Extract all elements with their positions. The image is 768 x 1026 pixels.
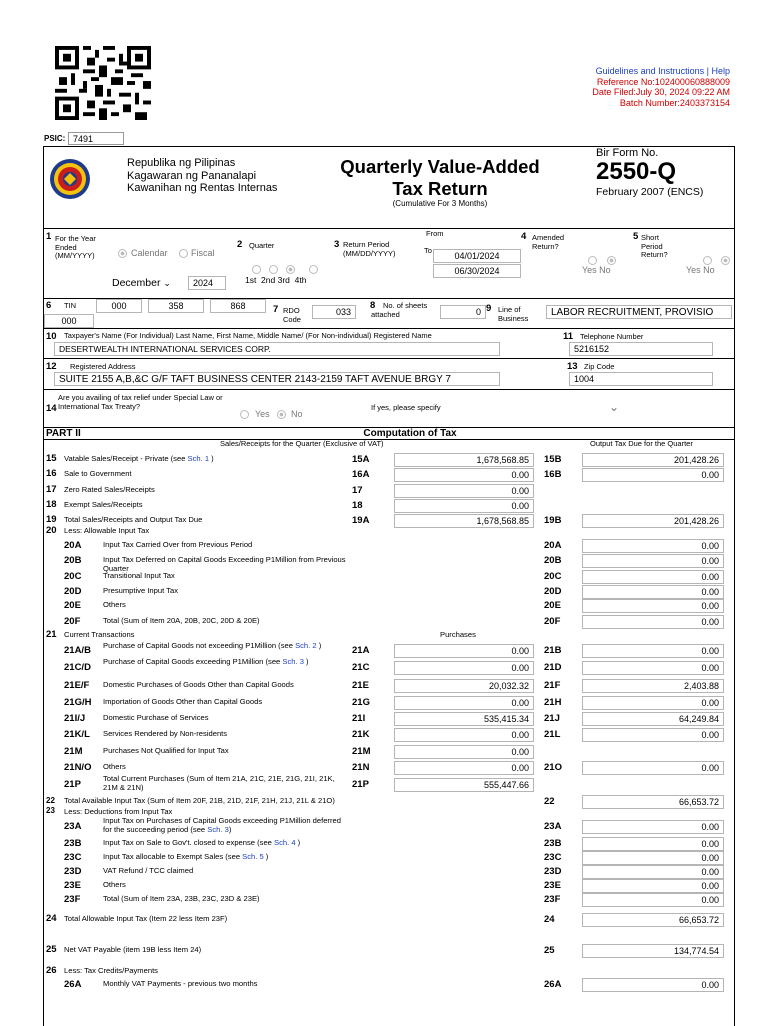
row-label-tail: ) (316, 641, 322, 650)
amount-right[interactable]: 0.00 (582, 644, 724, 658)
quarter-3-radio[interactable] (286, 265, 295, 274)
lob-label: Line of Business (498, 305, 529, 323)
row-label-tail: ) (295, 838, 301, 847)
row-label-text: Others (103, 762, 126, 771)
row-number: 20 (46, 525, 57, 536)
name-label: Taxpayer's Name (For Individual) Last Name, First Name, Middle Name/ (For Non-individual) Registered Name (64, 331, 432, 340)
item-code-left: 18 (352, 500, 363, 511)
row-number: 23 (46, 806, 55, 815)
row-label (64, 501, 344, 510)
row-sub-number: 21M (64, 746, 83, 757)
item-code-left: 21N (352, 762, 370, 773)
tin-label: TIN (64, 301, 77, 310)
item-6-number: 6 (46, 300, 52, 311)
row-number: 16 (46, 468, 57, 479)
row-label-text: Purchase of Capital Goods not exceeding P1Million (see (103, 641, 296, 650)
agency-line-2: Kagawaran ng Pananalapi (127, 169, 257, 182)
row-label-text: Monthly VAT Payments - previous two months (103, 979, 258, 988)
calendar-label: Calendar (131, 248, 168, 258)
item-code-right: 23A (544, 821, 562, 832)
row-label-text: Input Tax allocable to Exempt Sales (see (103, 852, 243, 861)
from-date-input[interactable]: 04/01/2024 (433, 249, 521, 263)
quarter-1-radio[interactable] (252, 265, 261, 274)
schedule-link[interactable]: Sch. 2 (295, 641, 317, 650)
psic-input[interactable]: 7491 (68, 132, 124, 145)
row-label (103, 775, 347, 792)
address-input[interactable]: SUITE 2155 A,B,&C G/F TAFT BUSINESS CENTER 2143-2159 TAFT AVENUE BRGY 7 (54, 372, 500, 386)
divider (43, 328, 735, 329)
amount-right[interactable]: 134,774.54 (582, 944, 724, 958)
to-date-input[interactable]: 06/30/2024 (433, 264, 521, 278)
form-subtitle: (Cumulative For 3 Months) (392, 199, 488, 208)
form-number-label: Bir Form No. (596, 147, 659, 159)
guidelines-help-link[interactable]: Guidelines and Instructions | Help (595, 66, 730, 76)
item-code-left: 21K (352, 729, 370, 740)
quarter-4-radio[interactable] (309, 265, 318, 274)
row-label (103, 642, 347, 651)
item-10-number: 10 (46, 331, 57, 342)
row-label (103, 867, 347, 876)
relief-yes-radio[interactable] (240, 410, 249, 419)
amount-right[interactable]: 0.00 (582, 728, 724, 742)
row-label (103, 572, 347, 581)
row-label-text: Total (Sum of Item 20A, 20B, 20C, 20D & 20E) (103, 616, 260, 625)
zip-label: Zip Code (584, 362, 615, 371)
amount-right[interactable]: 0.00 (582, 585, 724, 599)
row-label-text: Input Tax Carried Over from Previous Period (103, 540, 253, 549)
item-7-number: 7 (273, 304, 279, 315)
tin-part-2[interactable]: 358 (148, 299, 204, 313)
row-label-text: Total Sales/Receipts and Output Tax Due (64, 515, 203, 524)
relief-yes-label: Yes (255, 409, 270, 419)
row-sub-number: 21K/L (64, 729, 90, 740)
calendar-radio[interactable] (118, 249, 127, 258)
row-label: Current Transactions (64, 630, 135, 639)
item-4-label: Amended Return? (532, 233, 565, 251)
row-label-text: Services Rendered by Non-residents (103, 729, 228, 738)
relief-label: Are you availing of tax relief under Special Law or International Tax Treaty? (58, 393, 223, 411)
amount-right[interactable]: 0.00 (582, 696, 724, 710)
item-code-left: 21G (352, 697, 370, 708)
row-label (103, 587, 347, 596)
amount-right[interactable]: 0.00 (582, 865, 724, 879)
item-5-label: Short Period Return? (641, 233, 668, 259)
amount-left[interactable]: 0.00 (394, 761, 534, 775)
item-code-right: 23D (544, 866, 562, 877)
quarter-2-radio[interactable] (269, 265, 278, 274)
row-label-text: Total Current Purchases (Sum of Item 21A, 21C, 21E, 21G, 21I, 21K, 21M & 21N) (103, 774, 335, 792)
item-code-right: 21F (544, 680, 561, 691)
row-label-text: Vatable Sales/Receipt - Private (see (64, 454, 188, 463)
amount-right[interactable]: 0.00 (582, 851, 724, 865)
sheets-label: No. of sheets attached (371, 301, 428, 319)
item-code-right: 20B (544, 555, 562, 566)
divider (43, 358, 735, 359)
row-label-text: Presumptive Input Tax (103, 586, 178, 595)
item-code-right: 15B (544, 454, 562, 465)
item-code-right: 16B (544, 469, 562, 480)
row-label-text: Sale to Government (64, 469, 132, 478)
amount-right[interactable]: 0.00 (582, 761, 724, 775)
item-code-right: 23B (544, 838, 562, 849)
item-code-left: 21C (352, 662, 370, 673)
item-code-left: 21M (352, 746, 371, 757)
row-label-text: Input Tax on Sale to Gov't. closed to expense (see (103, 838, 275, 847)
output-header: Output Tax Due for the Quarter (590, 439, 693, 448)
row-sub-number: 21C/D (64, 662, 91, 673)
rdo-label: RDO Code (283, 306, 301, 324)
item-5-number: 5 (633, 231, 639, 242)
reference-number: Reference No:102400060888009 (596, 76, 730, 87)
relief-no-radio[interactable] (277, 410, 286, 419)
row-label-tail: ) (303, 657, 309, 666)
row-number: 21 (46, 629, 57, 640)
item-2-label: Quarter (249, 241, 275, 250)
row-label-text: Importation of Goods Other than Capital Goods (103, 697, 263, 706)
agency-line-3: Kawanihan ng Rentas Internas (127, 182, 278, 194)
agency-line-1: Republika ng Pilipinas (127, 157, 236, 169)
row-label-text: Domestic Purchase of Services (103, 713, 209, 722)
month-select[interactable] (112, 277, 171, 289)
row-sub-number: 21I/J (64, 713, 86, 724)
row-label-text: Exempt Sales/Receipts (64, 500, 143, 509)
row-label-text: Domestic Purchases of Goods Other than Capital Goods (103, 680, 294, 689)
row-sub-number: 21A/B (64, 645, 91, 656)
item-code-right: 24 (544, 914, 555, 925)
item-code-right: 21J (544, 713, 560, 724)
rdo-input[interactable]: 033 (312, 305, 356, 319)
row-number: 22 (46, 796, 55, 805)
row-label (103, 601, 347, 610)
amount-right[interactable]: 0.00 (582, 570, 724, 584)
item-code-right: 21D (544, 662, 562, 673)
row-label (64, 516, 344, 525)
part-2-title: Computation of Tax (363, 428, 457, 439)
amount-right[interactable]: 0.00 (582, 468, 724, 482)
row-sub-number: 23A (64, 821, 82, 832)
row-label-text: Total Allowable Input Tax (Item 22 less Item 23F) (64, 914, 228, 923)
short-yesno-labels: Yes No (686, 265, 715, 275)
date-filed: Date Filed:July 30, 2024 09:22 AM (592, 87, 730, 97)
row-number: 24 (46, 913, 57, 924)
item-1-label: For the Year Ended (MM/YYYY) (55, 234, 96, 260)
quarter-labels: 1st 2nd 3rd 4th (245, 275, 307, 285)
row-sub-number: 21E/F (64, 680, 90, 691)
fiscal-radio[interactable] (179, 249, 188, 258)
amount-right[interactable]: 0.00 (582, 837, 724, 851)
tin-part-4[interactable]: 000 (44, 314, 94, 328)
row-label (103, 839, 347, 848)
item-4-number: 4 (521, 231, 527, 242)
row-label (103, 980, 347, 989)
item-14-number: 14 (46, 403, 57, 414)
tin-part-3[interactable]: 868 (210, 299, 266, 313)
item-code-left: 21I (352, 713, 366, 724)
row-label-text: VAT Refund / TCC claimed (103, 866, 194, 875)
row-label (64, 946, 344, 955)
schedule-link[interactable]: Sch. 3 (282, 657, 304, 666)
chevron-down-icon: ⌄ (163, 278, 171, 288)
item-13-number: 13 (567, 361, 578, 372)
month-value: December (112, 277, 161, 289)
row-sub-number: 23F (64, 894, 81, 905)
item-code-left: 21E (352, 680, 369, 691)
row-label-text: Input Tax Deferred on Capital Goods Exceeding P1Million from Previous Quarter (103, 555, 346, 573)
row-label-text: Others (103, 600, 126, 609)
item-2-number: 2 (237, 239, 243, 250)
row-sub-number: 21G/H (64, 697, 92, 708)
amount-right[interactable]: 66,653.72 (582, 913, 724, 927)
psic-label: PSIC: (44, 134, 66, 143)
amount-right[interactable]: 0.00 (582, 539, 724, 553)
amount-right[interactable]: 0.00 (582, 615, 724, 629)
item-code-left: 21A (352, 645, 370, 656)
item-3-label: Return Period (MM/DD/YYYY) (343, 240, 396, 258)
row-sub-number: 21P (64, 779, 81, 790)
row-number: 25 (46, 944, 57, 955)
row-sub-number: 20E (64, 600, 81, 611)
zip-input[interactable]: 1004 (569, 372, 713, 386)
item-code-left: 17 (352, 485, 363, 496)
fiscal-label: Fiscal (191, 248, 215, 258)
amount-left[interactable]: 0.00 (394, 499, 534, 513)
item-code-right: 20C (544, 571, 562, 582)
amount-right[interactable]: 0.00 (582, 978, 724, 992)
item-code-right: 26A (544, 979, 562, 990)
row-label: Less: Deductions from Input Tax (64, 807, 173, 816)
amount-right[interactable]: 64,249.84 (582, 712, 724, 726)
row-label-text: Net VAT Payable (item 19B less Item 24) (64, 945, 202, 954)
item-code-right: 25 (544, 945, 555, 956)
address-label: Registered Address (70, 362, 136, 371)
item-8-number: 8 (370, 300, 376, 311)
item-code-right: 20E (544, 600, 561, 611)
row-label-tail: ) (263, 852, 269, 861)
item-code-right: 23E (544, 880, 561, 891)
item-code-left: 21P (352, 779, 369, 790)
row-label (103, 658, 347, 667)
row-number: 15 (46, 453, 57, 464)
phone-label: Telephone Number (580, 332, 644, 341)
row-label (103, 698, 347, 707)
row-label (103, 617, 347, 626)
amount-left[interactable]: 0.00 (394, 696, 534, 710)
row-label (103, 895, 347, 904)
item-code-right: 21H (544, 697, 562, 708)
name-input[interactable]: DESERTWEALTH INTERNATIONAL SERVICES CORP. (54, 342, 500, 356)
row-label (64, 486, 344, 495)
amount-right[interactable]: 66,653.72 (582, 795, 724, 809)
row-label-tail: ) (228, 824, 232, 834)
row-label (103, 747, 347, 756)
row-sub-number: 20A (64, 540, 82, 551)
year-input[interactable]: 2024 (188, 276, 226, 290)
item-1-number: 1 (46, 231, 52, 242)
amount-left[interactable]: 555,447.66 (394, 778, 534, 792)
row-label-text: Zero Rated Sales/Receipts (64, 485, 155, 494)
item-11-number: 11 (563, 331, 574, 342)
phone-input[interactable]: 5216152 (569, 342, 713, 356)
row-label-text: Purchases Not Qualified for Input Tax (103, 746, 229, 755)
purchases-header: Purchases (440, 630, 476, 639)
row-label-text: Transitional Input Tax (103, 571, 175, 580)
item-code-right: 23F (544, 894, 561, 905)
amount-left[interactable]: 20,032.32 (394, 679, 534, 693)
item-code-left: 19A (352, 515, 370, 526)
part-2-label: PART II (46, 428, 81, 439)
item-code-right: 21B (544, 645, 562, 656)
agency-name (127, 157, 277, 195)
row-label-text: Input Tax on Purchases of Capital Goods exceeding P1Million deferred for the succeeding period (see (103, 816, 341, 834)
item-code-right: 19B (544, 515, 562, 526)
form-title-line-1: Quarterly Value-Added (340, 156, 540, 177)
amount-left[interactable]: 1,678,568.85 (394, 453, 534, 467)
schedule-link[interactable]: Sch. 4 (274, 838, 296, 847)
amount-left[interactable]: 0.00 (394, 644, 534, 658)
item-code-left: 15A (352, 454, 370, 465)
amount-left[interactable]: 0.00 (394, 484, 534, 498)
row-sub-number: 21N/O (64, 762, 92, 773)
row-label: Less: Tax Credits/Payments (64, 966, 158, 975)
item-code-right: 20A (544, 540, 562, 551)
row-sub-number: 20F (64, 616, 81, 627)
row-number: 17 (46, 484, 57, 495)
item-3-number: 3 (334, 239, 340, 250)
row-label-text: Total (Sum of Item 23A, 23B, 23C, 23D & 23E) (103, 894, 260, 903)
bir-seal-icon (48, 152, 116, 206)
row-label (64, 470, 344, 479)
divider (43, 389, 735, 390)
item-code-left: 16A (352, 469, 370, 480)
divider (43, 298, 735, 299)
amended-yes-radio[interactable] (588, 256, 597, 265)
short-no-radio[interactable] (721, 256, 730, 265)
row-label (64, 915, 344, 924)
amount-right[interactable]: 0.00 (582, 893, 724, 907)
row-label-text: Others (103, 880, 126, 889)
row-sub-number: 23D (64, 866, 82, 877)
item-code-right: 23C (544, 852, 562, 863)
form-title (312, 156, 568, 200)
row-label (103, 853, 347, 862)
row-sub-number: 20B (64, 555, 82, 566)
row-label (103, 541, 347, 550)
row-sub-number: 23B (64, 838, 82, 849)
item-9-number: 9 (486, 303, 492, 314)
row-label (103, 881, 347, 890)
amount-right[interactable]: 0.00 (582, 879, 724, 893)
item-code-right: 20D (544, 586, 562, 597)
row-label (103, 730, 347, 739)
to-label: To (424, 246, 432, 255)
row-number: 26 (46, 965, 57, 976)
item-code-right: 21L (544, 729, 561, 740)
amount-right[interactable]: 0.00 (582, 820, 724, 834)
chevron-down-icon[interactable]: ⌄ (609, 400, 620, 414)
amended-yesno-labels: Yes No (582, 265, 611, 275)
row-sub-number: 26A (64, 979, 82, 990)
amount-right[interactable]: 201,428.26 (582, 453, 724, 467)
item-code-right: 20F (544, 616, 561, 627)
item-12-number: 12 (46, 361, 57, 372)
amount-left[interactable]: 1,678,568.85 (394, 514, 534, 528)
row-label (103, 763, 347, 772)
row-number: 18 (46, 499, 57, 510)
specify-label: If yes, please specify (371, 403, 441, 412)
qr-code-icon (55, 46, 151, 120)
row-label (64, 455, 344, 464)
row-label-text: Purchase of Capital Goods exceeding P1Million (see (103, 657, 283, 666)
amount-right[interactable]: 2,403.88 (582, 679, 724, 693)
row-label: Less: Allowable Input Tax (64, 526, 150, 535)
row-label (103, 681, 347, 690)
batch-number: Batch Number:2403373154 (619, 97, 730, 108)
amount-left[interactable]: 0.00 (394, 468, 534, 482)
amount-right[interactable]: 0.00 (582, 554, 724, 568)
header-links (592, 66, 730, 108)
row-sub-number: 20C (64, 571, 82, 582)
amount-right[interactable]: 201,428.26 (582, 514, 724, 528)
row-label (103, 714, 347, 723)
item-code-right: 21O (544, 762, 562, 773)
form-number: 2550-Q (596, 158, 677, 185)
row-sub-number: 20D (64, 586, 82, 597)
tin-part-1[interactable]: 000 (96, 299, 142, 313)
lob-input[interactable]: LABOR RECRUITMENT, PROVISIO (546, 305, 732, 319)
schedule-link[interactable]: Sch. 5 (242, 852, 264, 861)
divider (43, 228, 735, 229)
row-sub-number: 23E (64, 880, 81, 891)
amount-left[interactable]: 535,415.34 (394, 712, 534, 726)
item-code-right: 22 (544, 796, 555, 807)
row-sub-number: 23C (64, 852, 82, 863)
row-label: Total Available Input Tax (Sum of Item 20F, 21B, 21D, 21F, 21H, 21J, 21L & 21O) (64, 796, 335, 805)
amended-no-radio[interactable] (607, 256, 616, 265)
sales-header: Sales/Receipts for the Quarter (Exclusive of VAT) (220, 439, 384, 448)
amount-left[interactable]: 0.00 (394, 745, 534, 759)
row-label-tail: ) (209, 454, 214, 463)
short-yes-radio[interactable] (703, 256, 712, 265)
schedule-link[interactable]: Sch. 1 (187, 454, 210, 463)
sheets-input[interactable]: 0 (440, 305, 486, 319)
form-title-line-2: Tax Return (392, 178, 488, 199)
amount-left[interactable]: 0.00 (394, 728, 534, 742)
row-number: 19 (46, 514, 57, 525)
relief-no-label: No (291, 409, 303, 419)
schedule-link[interactable]: Sch. 3 (207, 824, 229, 834)
amount-left[interactable]: 0.00 (394, 661, 534, 675)
row-label (103, 817, 347, 834)
amount-right[interactable]: 0.00 (582, 599, 724, 613)
amount-right[interactable]: 0.00 (582, 661, 724, 675)
from-label: From (426, 229, 444, 238)
form-version-date: February 2007 (ENCS) (596, 186, 704, 198)
